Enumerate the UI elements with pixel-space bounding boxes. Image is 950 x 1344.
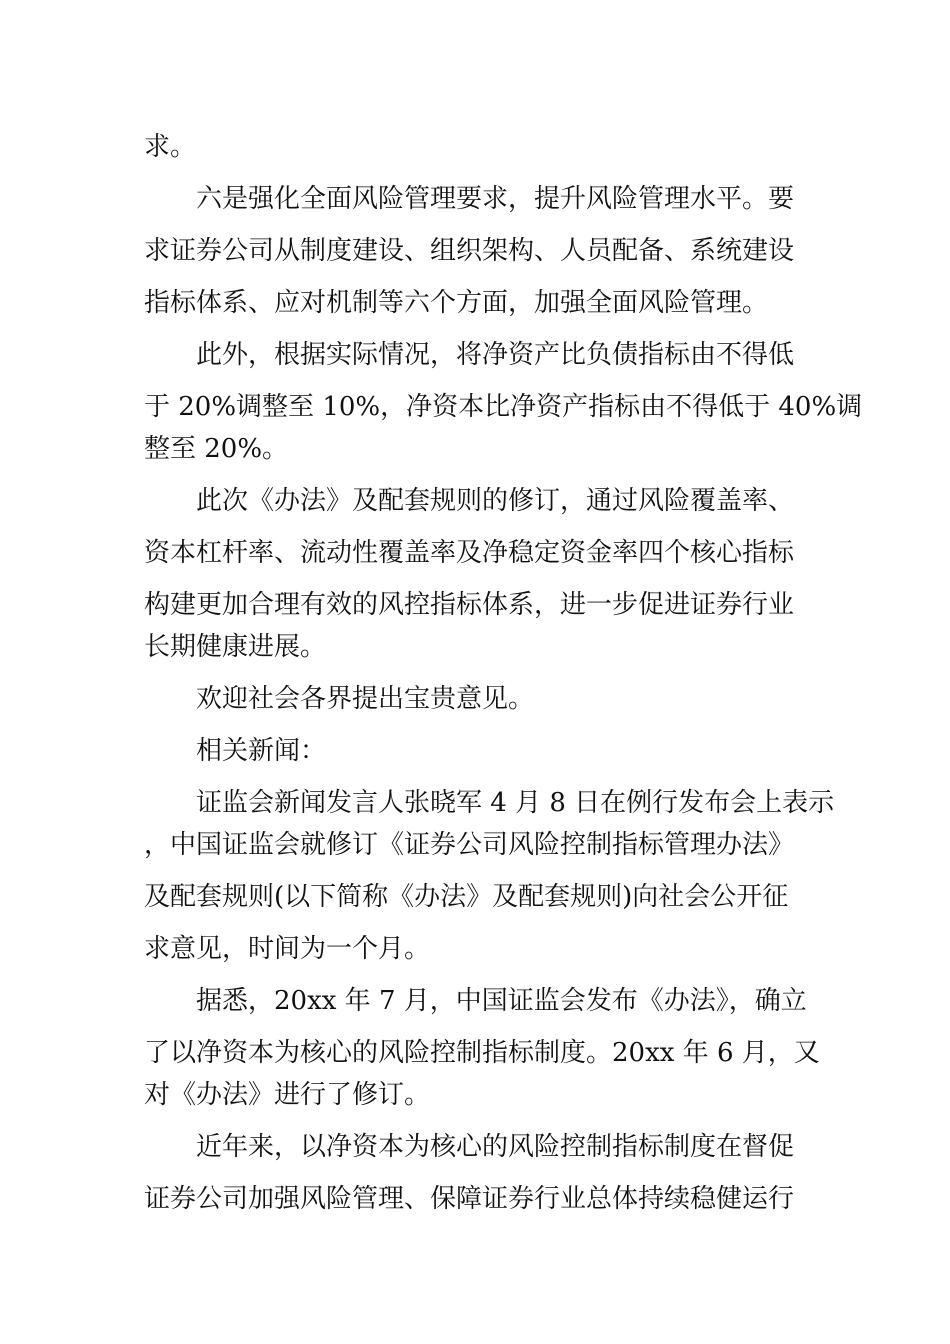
text-line: 于 20%调整至 10%，净资本比净资产指标由不得低于 40%调: [144, 392, 863, 422]
text-line: 此次《办法》及配套规则的修订，通过风险覆盖率、: [196, 486, 795, 516]
text-line: 近年来，以净资本为核心的风险控制指标制度在督促: [196, 1132, 795, 1162]
text-line: 证券公司加强风险管理、保障证券行业总体持续稳健运行: [144, 1184, 795, 1214]
text-line: 指标体系、应对机制等六个方面，加强全面风险管理。: [144, 288, 769, 318]
text-line: 此外，根据实际情况，将净资产比负债指标由不得低: [196, 340, 795, 370]
text-line: 据悉，20xx 年 7 月，中国证监会发布《办法》，确立: [196, 986, 807, 1016]
text-line: 了以净资本为核心的风险控制指标制度。20xx 年 6 月，又: [144, 1038, 820, 1068]
text-line: 六是强化全面风险管理要求，提升风险管理水平。要: [196, 184, 795, 214]
text-line: 资本杠杆率、流动性覆盖率及净稳定资金率四个核心指标: [144, 538, 795, 568]
text-line: 整至 20%。: [144, 434, 289, 464]
text-line: 对《办法》进行了修订。: [144, 1080, 431, 1110]
text-line: 求。: [144, 132, 197, 162]
text-line: 证监会新闻发言人张晓军 4 月 8 日在例行发布会上表示: [196, 788, 835, 818]
text-line: 及配套规则(以下简称《办法》及配套规则)向社会公开征: [144, 882, 789, 912]
text-line: 求证券公司从制度建设、组织架构、人员配备、系统建设: [144, 236, 795, 266]
text-line: ，中国证监会就修订《证券公司风险控制指标管理办法》: [144, 830, 795, 860]
text-line: 相关新闻：: [196, 736, 327, 766]
text-line: 构建更加合理有效的风控指标体系，进一步促进证券行业: [144, 590, 795, 620]
text-line: 求意见，时间为一个月。: [144, 934, 431, 964]
text-line: 长期健康进展。: [144, 632, 327, 662]
text-line: 欢迎社会各界提出宝贵意见。: [196, 684, 535, 714]
